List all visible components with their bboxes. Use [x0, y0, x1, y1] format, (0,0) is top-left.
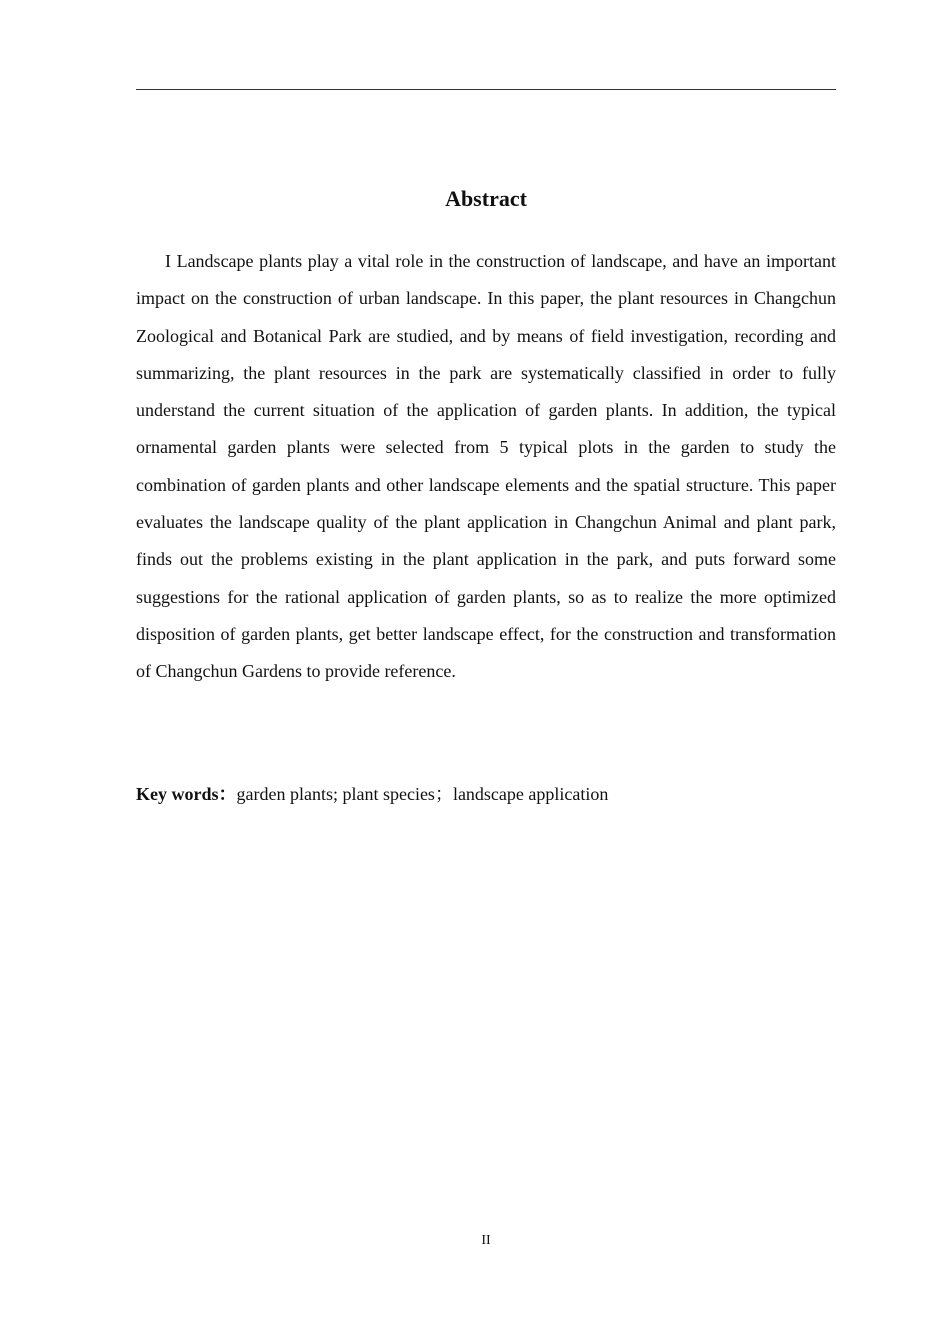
page-number: II [481, 1233, 491, 1248]
header-rule [136, 89, 836, 90]
keywords-line [136, 780, 836, 808]
page-title: Abstract [445, 186, 527, 211]
abstract-paragraph: I Landscape plants play a vital role in the construction of landscape, and have an important impact on the construction of urban landscape. In this paper, the plant resources in Changchun Zoological and Botanical Park are studied, and by means of field investigation, recording and summarizing, the plant resources in the park are systematically classified in order to fully understand the current situation of the application of garden plants. In addition, the typical ornamental garden plants were selected from 5 typical plots in the garden to study the combination of garden plants and other landscape elements and the spatial structure. This paper evaluates the landscape quality of the plant application in Changchun Animal and plant park, finds out the problems existing in the plant application in the park, and puts forward some suggestions for the rational application of garden plants, so as to realize the more optimized disposition of garden plants, get better landscape effect, for the construction and transformation of Changchun Gardens to provide reference. [136, 251, 836, 682]
keywords-label: Key words： [136, 784, 237, 804]
keywords-text: garden plants; plant species；landscape application [236, 784, 609, 804]
